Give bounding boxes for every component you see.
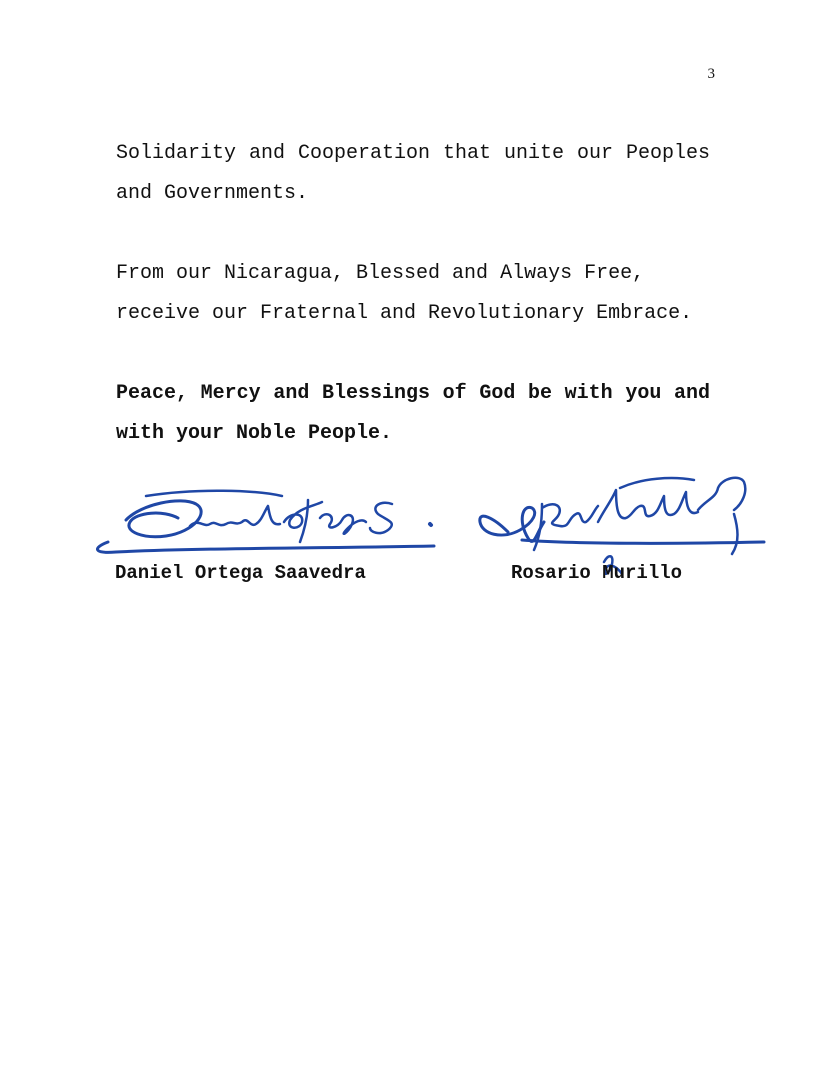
text-line: From our Nicaragua, Blessed and Always Free, <box>116 262 645 285</box>
text-line: Peace, Mercy and Blessings of God be with <box>116 382 613 405</box>
signature-ortega <box>86 482 442 562</box>
signatory-name-murillo: Rosario Murillo <box>511 562 683 584</box>
blessing-paragraph <box>116 374 710 454</box>
text-line: you and with your Noble People. <box>116 382 710 445</box>
page-number: 3 <box>707 66 715 82</box>
signatory-name-ortega: Daniel Ortega Saavedra <box>115 562 366 584</box>
text-line: Solidarity and Cooperation that unite our <box>116 142 613 165</box>
text-line: receive our Fraternal and Revolutionary Embrace. <box>116 302 693 325</box>
closing-paragraph-solidarity <box>116 134 710 214</box>
closing-paragraph-embrace <box>116 254 710 334</box>
text-line: Peoples and Governments. <box>116 142 710 205</box>
signature-ortega-drawing <box>86 482 442 562</box>
